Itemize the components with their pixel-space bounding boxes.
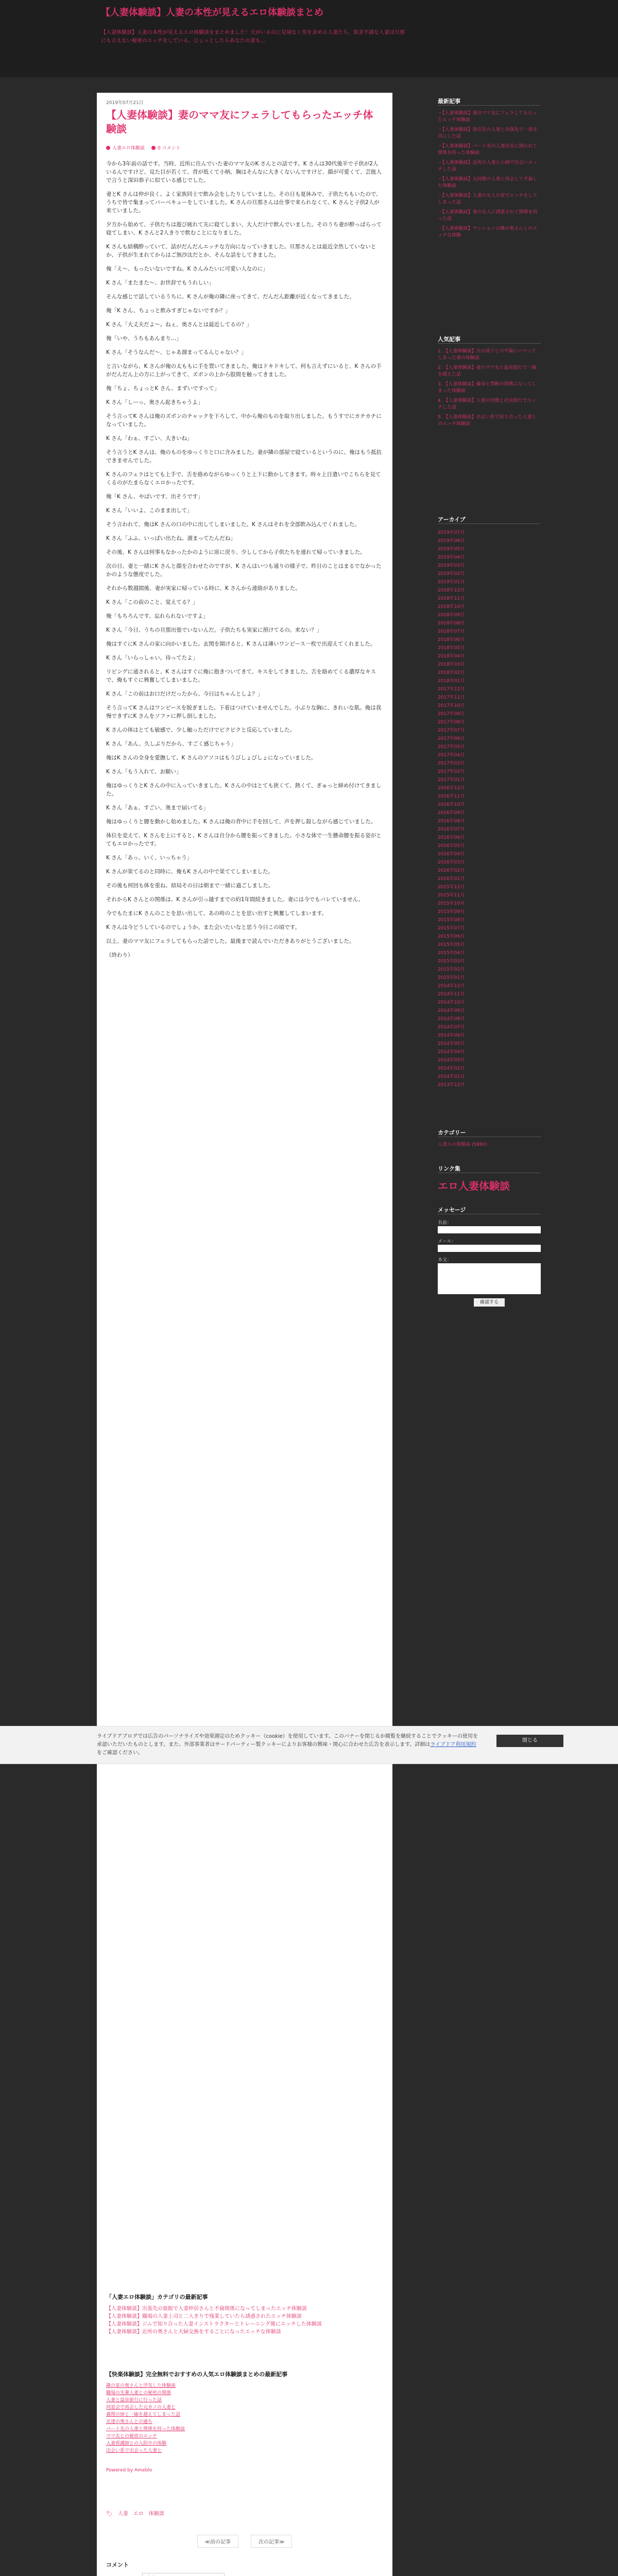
popular-list [438, 348, 541, 431]
post-paragraph: K さん「大丈夫だよ～。ねぇ、奥さんとは最近してるの？」 [106, 321, 252, 328]
archive-link[interactable]: 2016年04月 [438, 852, 465, 857]
archive-link[interactable]: 2016年09月 [438, 810, 465, 816]
sidebar-new-post-link[interactable]: ・【人妻体験談】妻のママ友にフェラしてもらったエッチ体験談 [438, 111, 538, 123]
tag-icon: 🏷 [106, 2511, 113, 2517]
post-title[interactable]: 【人妻体験談】妻のママ友にフェラしてもらったエッチ体験談 [106, 109, 373, 135]
message-mail-input[interactable] [438, 1245, 541, 1252]
archive-link[interactable]: 2014年09月 [438, 1008, 465, 1013]
post-paragraph: K さん「しーっ、奥さん起きちゃうよ」 [106, 399, 203, 405]
archive-link[interactable]: 2019年02月 [438, 571, 465, 577]
archive-link[interactable]: 2019年03月 [438, 563, 465, 568]
post-paragraph: それからK さんとの関係は、K さんが引っ越すまでの約1年間続きました。妻には今でもバレていません。 [106, 896, 364, 903]
archive-link[interactable]: 2016年12月 [438, 786, 465, 791]
sidebar-new-post-link[interactable]: ・【人妻体験談】近所の人妻と公園で出会いエッチした話 [438, 160, 538, 172]
post-paragraph: そう言ってK さんはワンピースを脱ぎました。下着はつけていませんでした。小ぶりな胸に、きれいな肌。俺は我慢できずにK さんをソファに押し倒しました。 [106, 705, 382, 719]
post-paragraph: 俺「K さん、ちょっと飲みすぎじゃないですか？」 [106, 308, 231, 314]
message-name-input[interactable] [438, 1226, 541, 1233]
archive-link[interactable]: 2018年07月 [438, 629, 465, 634]
archive-link[interactable]: 2015年08月 [438, 918, 465, 923]
archive-link[interactable]: 2017年08月 [438, 720, 465, 725]
archive-link[interactable]: 2014年03月 [438, 1058, 465, 1063]
archive-link[interactable]: 2016年06月 [438, 835, 465, 840]
archive-link[interactable]: 2019年01月 [438, 580, 465, 585]
prev-post-link[interactable]: ≪前の記事 [197, 2535, 238, 2548]
comment-heading: コメント [106, 2562, 129, 2568]
tag-link[interactable]: 体験談 [148, 2511, 164, 2517]
archive-link[interactable]: 2014年02月 [438, 1066, 465, 1071]
message-submit-button[interactable]: 確認する [474, 1298, 505, 1307]
sidebar-popular-link[interactable]: 2. 【人妻体験談】妻のママ友と温泉旅行で一線を越えた話 [438, 365, 537, 377]
archive-link[interactable]: 2015年06月 [438, 934, 465, 939]
post-paragraph: 俺「K さん、やばいです、出そうです」 [106, 494, 203, 500]
site-title[interactable]: 【人妻体験談】人妻の本性が見えるエロ体験談まとめ [101, 7, 323, 18]
recommended-section [106, 2293, 383, 2336]
archive-link[interactable]: 2016年10月 [438, 802, 465, 807]
ad-link[interactable]: パート先の人妻と関係を持った体験談 [106, 2427, 185, 2432]
post-paragraph: 今から3年前の話です。当時、近所に住んでいた妻のママ友のK さんとの話です。K さんは30代後半で子供が2人いるんですけど、見た目が若くて、背が低くて小柄、胸はそんなに大きくないんですけど、顔が可愛くて、芸能人で言うと深田恭子に似ている感じでした。 [106, 161, 382, 183]
archive-link[interactable]: 2015年12月 [438, 885, 465, 890]
archive-link[interactable]: 2017年06月 [438, 736, 465, 741]
divider [438, 523, 541, 524]
archive-link[interactable]: 2017年04月 [438, 753, 465, 758]
category-link[interactable]: 人妻エロ体験談 [106, 146, 145, 151]
divider [438, 105, 541, 106]
archive-link[interactable]: 2017年03月 [438, 761, 465, 766]
site-description: 【人妻体験談】人妻の本性が見えるエロ体験談をまとめました！夫がいるのに見境なく男を求める人妻たち。欲求不満な人妻は旦那にも言えない秘密のエッチをしている。ひょっとしたらあなたの妻も… [101, 30, 405, 44]
archive-link[interactable]: 2014年05月 [438, 1041, 465, 1046]
post-paragraph: リビングに通されると、K さんはすぐに俺に抱きついてきて、キスをしてきました。舌を絡めてくる濃厚なキスで、俺もすぐに興奮してしまいました。 [106, 669, 376, 683]
archive-link[interactable]: 2016年03月 [438, 860, 465, 865]
sidebar-popular-title: 人気記事 [438, 336, 460, 343]
links-banner[interactable]: エロ人妻体験談 [438, 1180, 510, 1192]
post-paragraph: K さん「あん、久しぶりだから、すごく感じちゃう」 [106, 741, 236, 747]
archive-link[interactable]: 2017年11月 [438, 695, 465, 700]
post-paragraph: 今でもたまにK さんのことを思い出して、あの時のことを思い出すと興奮してしまいます。 [106, 910, 328, 917]
archive-link[interactable]: 2016年01月 [438, 876, 465, 882]
archive-link[interactable]: 2014年04月 [438, 1049, 465, 1055]
archive-link[interactable]: 2018年05月 [438, 646, 465, 651]
ad-link[interactable]: ママ友との秘密のエッチ [106, 2434, 157, 2439]
sidebar-new-post-link[interactable]: ・【人妻体験談】元同僚の人妻と再会して不倫した体験談 [438, 177, 538, 189]
archive-list [438, 529, 541, 1089]
post-paragraph: 俺「ちょ、ちょっとK さん、まずいですって」 [106, 385, 220, 392]
ad-link[interactable]: 義理の姉と一線を越えてしまった話 [106, 2412, 181, 2417]
post-paragraph: K さんが果てるのと同時に、俺もK さんの中で果ててしまいました。 [106, 869, 273, 875]
archive-link[interactable]: 2016年11月 [438, 794, 465, 799]
sidebar-popular-link[interactable]: 1. 【人妻体験談】夫の部下との不倫にハマってしまった妻の体験談 [438, 349, 537, 361]
sidebar-category-title: カテゴリー [438, 1129, 466, 1136]
post-paragraph: K さん「この前はお口だけだったから、今日はちゃんとしよ？」 [106, 691, 263, 697]
archive-link[interactable]: 2019年07月 [438, 530, 465, 535]
sidebar-new-title: 最新記事 [438, 98, 460, 105]
post-paragraph: K さん「もう入れて、お願い」 [106, 769, 182, 775]
ad-link[interactable]: 友達の奥さんとの過ち [106, 2419, 153, 2425]
archive-link[interactable]: 2017年01月 [438, 777, 465, 783]
comment-form [106, 2561, 383, 2576]
archive-link[interactable]: 2015年11月 [438, 893, 465, 898]
archive-link[interactable]: 2016年07月 [438, 827, 465, 832]
message-body-label: 本文： [438, 1258, 452, 1263]
post-date: 2019年07月21日 [106, 100, 144, 106]
post-paragraph: K さん「わぁ、すごい、大きいね」 [106, 435, 193, 442]
post-paragraph: K さん「ふふ、いっぱい出たね。溜まってたんだね」 [106, 535, 236, 541]
archive-link[interactable]: 2015年01月 [438, 975, 465, 980]
post-paragraph: そんな感じで話しているうちに、K さんが俺の隣に座ってきて、だんだん距離が近くなってきました。 [106, 294, 355, 300]
archive-link[interactable]: 2014年06月 [438, 1033, 465, 1038]
archive-link[interactable]: 2014年12月 [438, 984, 465, 989]
archive-link[interactable]: 2017年09月 [438, 711, 465, 717]
next-post-link[interactable]: 次の記事≫ [251, 2535, 292, 2548]
terms-link[interactable]: ライブドア利用規約 [430, 1742, 476, 1748]
ad-section-title: 【快楽体験談】完全無料でおすすめの人気エロ体験談まとめの最新記事 [106, 2371, 288, 2378]
post-paragraph: K さん「今日、うちの旦那出張でいないんだ。子供たちも実家に預けてるの。来ない？」 [106, 627, 322, 633]
archive-link[interactable]: 2018年08月 [438, 621, 465, 626]
post-paragraph: 俺はK さんの全身を愛撫して、K さんのアソコはもうびしょびしょになっていました。 [106, 755, 317, 761]
tag-list [106, 2509, 383, 2517]
ad-list [106, 2382, 383, 2454]
archive-link[interactable]: 2014年08月 [438, 1016, 465, 1022]
recommended-title: 「人妻エロ体験談」カテゴリの最新記事 [106, 2294, 208, 2300]
post-paragraph: K さん「あっ、いく、いっちゃう」 [106, 855, 193, 861]
tag-link[interactable]: エロ [133, 2511, 144, 2517]
archive-link[interactable]: 2018年03月 [438, 662, 465, 667]
sidebar-popular-link[interactable]: 4. 【人妻体験談】人妻の同僚と社員旅行でエッチした話 [438, 398, 537, 410]
archive-link[interactable]: 2014年07月 [438, 1025, 465, 1030]
post-paragraph: 体位を変えて、K さんを上にすると、K さんは自分から腰を振ってきました。小さな体で一生懸命腰を振る姿がとてもエロかったです。 [106, 833, 382, 847]
archive-link[interactable]: 2018年12月 [438, 588, 465, 593]
archive-link[interactable]: 2018年09月 [438, 613, 465, 618]
message-mail-label: メール： [438, 1239, 456, 1244]
post-paragraph: と言いながら、K さんが俺の太ももに手を置いてきました。俺はドキドキして、何も言えずにいると、K さんの手がだんだん上の方に上がってきて、ズボンの上から股間を触ってきました。 [106, 363, 382, 378]
cookie-text: ライブドアブログでは広告のパーソナライズや効果測定のためクッキー（cookie）を使用しています。このバナーを閉じるか閲覧を継続することでクッキーの使用を承認いただいたものとします。また、外部事業者はサードパーティー製クッキーによりお客様の興味・関心に合わせた広告を表示します。詳細はライブドア利用規約をご確認ください。 [97, 1734, 478, 1756]
ad-section [106, 2370, 383, 2454]
post-paragraph: K さん「いらっしゃい。待ってたよ」 [106, 655, 198, 661]
archive-link[interactable]: 2019年06月 [438, 538, 465, 544]
archive-link[interactable]: 2018年02月 [438, 670, 465, 675]
archive-link[interactable]: 2015年04月 [438, 951, 465, 956]
archive-link[interactable]: 2014年11月 [438, 992, 465, 997]
archive-link[interactable]: 2018年10月 [438, 604, 465, 609]
sidebar-archive-title: アーカイブ [438, 516, 466, 523]
archive-link[interactable]: 2017年02月 [438, 769, 465, 774]
archive-link[interactable]: 2019年04月 [438, 555, 465, 560]
post-paragraph: （終わり） [106, 952, 133, 958]
post-paragraph: そう言われて、俺はK さんの口の中に出してしまいました。K さんはそれを全部飲み込んでくれました。 [106, 521, 360, 528]
archive-link[interactable]: 2014年10月 [438, 1000, 465, 1005]
ad-link[interactable]: 同窓会で再会した元カノの人妻と [106, 2405, 176, 2410]
post-paragraph: その後も何回も体を重ね、結局その日は朝まで一緒に過ごしました。 [106, 883, 274, 889]
archive-link[interactable]: 2016年08月 [438, 819, 465, 824]
post-paragraph: そう言ってK さんは俺のズボンのチャックを下ろして、中から俺のものを取り出しました。もうすでにカチカチになっていました。 [106, 413, 382, 428]
archive-link[interactable]: 2016年05月 [438, 843, 465, 849]
archive-link[interactable]: 2013年12月 [438, 1082, 465, 1088]
post-paragraph: K さん「いいよ、このまま出して」 [106, 507, 193, 514]
post-paragraph: 次の日、妻と一緒にK さんと顔を合わせたのですが、K さんはいつも通りの様子で、昨日のことはまるでなかったかのような態度でした。 [106, 563, 382, 578]
archive-link[interactable]: 2015年02月 [438, 967, 465, 972]
post-paragraph: K さん「またまた～、お世辞でもうれしい」 [106, 280, 214, 286]
ad-link[interactable]: 人妻看護師との入院中の体験 [106, 2441, 167, 2446]
recommended-link[interactable]: 【人妻体験談】出張先の旅館で人妻仲居さんと不倫関係になってしまったエッチ体験談 [106, 2306, 307, 2312]
powered-by[interactable]: Powered by Ameblo [106, 2468, 152, 2473]
archive-link[interactable]: 2015年09月 [438, 909, 465, 914]
recommended-list [106, 2305, 383, 2336]
archive-link[interactable]: 2018年11月 [438, 596, 465, 601]
tag-link[interactable]: 人妻 [117, 2511, 128, 2517]
post-paragraph: 俺「え～、もったいないですね。K さんみたいに可愛い人なのに」 [106, 266, 268, 272]
archive-link[interactable]: 2015年05月 [438, 942, 465, 947]
message-body-input[interactable] [438, 1263, 541, 1294]
folder-icon [106, 146, 110, 150]
post-paragraph: 俺はゆっくりと腰を動かし始めました。K さんは俺の背中に手を回して、声を押し殺しながら感じていました。 [106, 819, 376, 825]
recommended-link[interactable]: 【人妻体験談】ジムで知り合った人妻インストラクターとトレーニング後にエッチした体験談 [106, 2321, 322, 2327]
pager [106, 2535, 383, 2548]
cookie-close-button[interactable]: 閉じる [496, 1735, 563, 1747]
post-paragraph: その後、K さんは何事もなかったかのように席に戻り、少ししてから子供たちを連れて帰っていきました。 [106, 549, 366, 555]
category-list [438, 1142, 541, 1148]
recommended-link[interactable]: 【人妻体験談】近所の奥さんと夫婦交換をすることになったエッチな体験談 [106, 2329, 281, 2335]
comment-count-link[interactable]: 0 コメント [151, 146, 181, 151]
post-paragraph: K さんの体はとても敏感で、少し触っただけでビクビクと反応していました。 [106, 727, 296, 733]
sidebar-popular-link[interactable]: 3. 【人妻体験談】義母と禁断の関係になってしまった体験談 [438, 382, 537, 394]
sidebar-new-post-link[interactable]: ・【人妻体験談】取引先の人妻と出張先で一夜を共にした話 [438, 127, 538, 139]
post-paragraph: 俺「もちろんです、忘れられないですよ」 [106, 613, 209, 619]
post-paragraph: 夕方から始めて、子供たちは遊び疲れて先に寝てしまい、大人だけで飲んでいました。そのうち妻が酔っぱらって寝てしまい、K さんと2人きりで飲むことになりました。 [106, 222, 382, 236]
ad-link[interactable]: 人妻と温泉旅行に行った話 [106, 2398, 162, 2403]
sidebar-new-post-link[interactable]: ・【人妻体験談】人妻の友人の家でエッチをしてしまった話 [438, 193, 538, 205]
archive-link[interactable]: 2018年04月 [438, 654, 465, 659]
archive-link[interactable]: 2015年07月 [438, 926, 465, 931]
archive-link[interactable]: 2015年03月 [438, 959, 465, 964]
sidebar-links-title: リンク集 [438, 1165, 460, 1172]
comment-icon [151, 146, 156, 150]
post-paragraph: K さんも結構酔っていて、話がだんだんエッチな方向になっていきました。旦那さんとは最近全然していないとか、子供が生まれてからはご無沙汰だとか、そんな話をしてきました。 [106, 244, 376, 258]
sidebar-new-post-link[interactable]: ・【人妻体験談】妻の友人に誘惑されて関係を持った話 [438, 210, 538, 222]
comment-name-input[interactable] [142, 2573, 225, 2576]
archive-link[interactable]: 2017年10月 [438, 703, 465, 708]
post-paragraph: 俺「いや、うちもあんまり…」 [106, 335, 182, 342]
ad-link[interactable]: 職場の先輩人妻との秘密の関係 [106, 2391, 171, 2396]
post-body [106, 160, 383, 965]
recommended-link[interactable]: 【人妻体験談】職場の人妻上司と二人きりで残業していたら誘惑されたエッチ体験談 [106, 2314, 302, 2319]
archive-link[interactable]: 2017年07月 [438, 728, 465, 733]
post-paragraph: K さん「この前のこと、覚えてる？」 [106, 599, 198, 605]
sidebar-popular-link[interactable]: 5. 【人妻体験談】出会い系で知り合った人妻とのエッチ体験談 [438, 415, 537, 427]
new-posts-list [438, 110, 541, 242]
post-meta [106, 144, 383, 151]
divider [438, 343, 541, 344]
archive-link[interactable]: 2016年02月 [438, 868, 465, 873]
post-paragraph: 以上、妻のママ友にフェラしてもらった話でした。最後まで読んでいただきありがとうございました。 [106, 938, 355, 944]
category-link[interactable]: 人妻エロ体験談 (5890) [438, 1142, 487, 1147]
archive-link[interactable]: 2017年05月 [438, 744, 465, 750]
archive-link[interactable]: 2019年05月 [438, 547, 465, 552]
archive-link[interactable]: 2015年10月 [438, 901, 465, 906]
post-paragraph: K さん「あぁ、すごい、奥まで届いてる」 [106, 805, 209, 811]
sidebar-message-title: メッセージ [438, 1207, 466, 1213]
sidebar-new-post-link[interactable]: ・【人妻体験談】マンションの隣の奥さんとのエッチな体験 [438, 226, 538, 238]
post-paragraph: 俺はゆっくりとK さんの中に入っていきました。K さんの中はとても狭くて、熱くて、ぎゅっと締め付けてきました。 [106, 783, 382, 797]
sidebar-new-post-link[interactable]: ・【人妻体験談】パート先の人妻店長に誘われて関係を持った体験談 [438, 144, 538, 156]
post-paragraph: K さん「そうなんだ～、じゃあ溜まってるんじゃない？」 [106, 349, 247, 355]
archive-link[interactable]: 2017年12月 [438, 687, 465, 692]
cookie-banner [0, 1726, 618, 1764]
ad-link[interactable]: 出会い系で出会った人妻と [106, 2448, 162, 2453]
post-paragraph: K さんは今どうしているのでしょうか。また会いたいなと思う今日この頃です。 [106, 924, 300, 930]
post-paragraph: それから数週間後、妻が実家に帰っている時に、K さんから連絡がありました。 [106, 585, 301, 591]
post-paragraph: K さんのフェラはとても上手で、舌を絡めながらゆっくりと上下に動かしてきます。時々上目遣いでこちらを見てくるのがたまらなくエロかったです。 [106, 471, 381, 486]
post-paragraph: 妻とK さんは仲が良く、よく家族同士で飲み会をしたりしていました。その日も夏休みで、子供たちもいたので、うちで皆で集まってバーベキューをしていました。K さんの旦那さんは仕事で来られなくて、K さんと子供2人が来ていました。 [106, 191, 382, 214]
ad-link[interactable]: 隣の家の奥さんと浮気した体験談 [106, 2383, 176, 2388]
main-content [97, 93, 392, 2576]
archive-link[interactable]: 2014年01月 [438, 1074, 465, 1079]
site-header [0, 0, 618, 77]
post-paragraph: そう言うとK さんは、俺のものをゆっくりと口に含みました。妻が隣の部屋で寝ているというのに、俺はもう抵抗できませんでした。 [106, 449, 382, 464]
post-paragraph: 俺はすぐにK さんの家に向かいました。玄関を開けると、K さんは薄いワンピース一枚で出迎えてくれました。 [106, 641, 376, 647]
archive-link[interactable]: 2018年01月 [438, 679, 465, 684]
message-name-label: 名前： [438, 1221, 452, 1226]
archive-link[interactable]: 2018年06月 [438, 637, 465, 642]
